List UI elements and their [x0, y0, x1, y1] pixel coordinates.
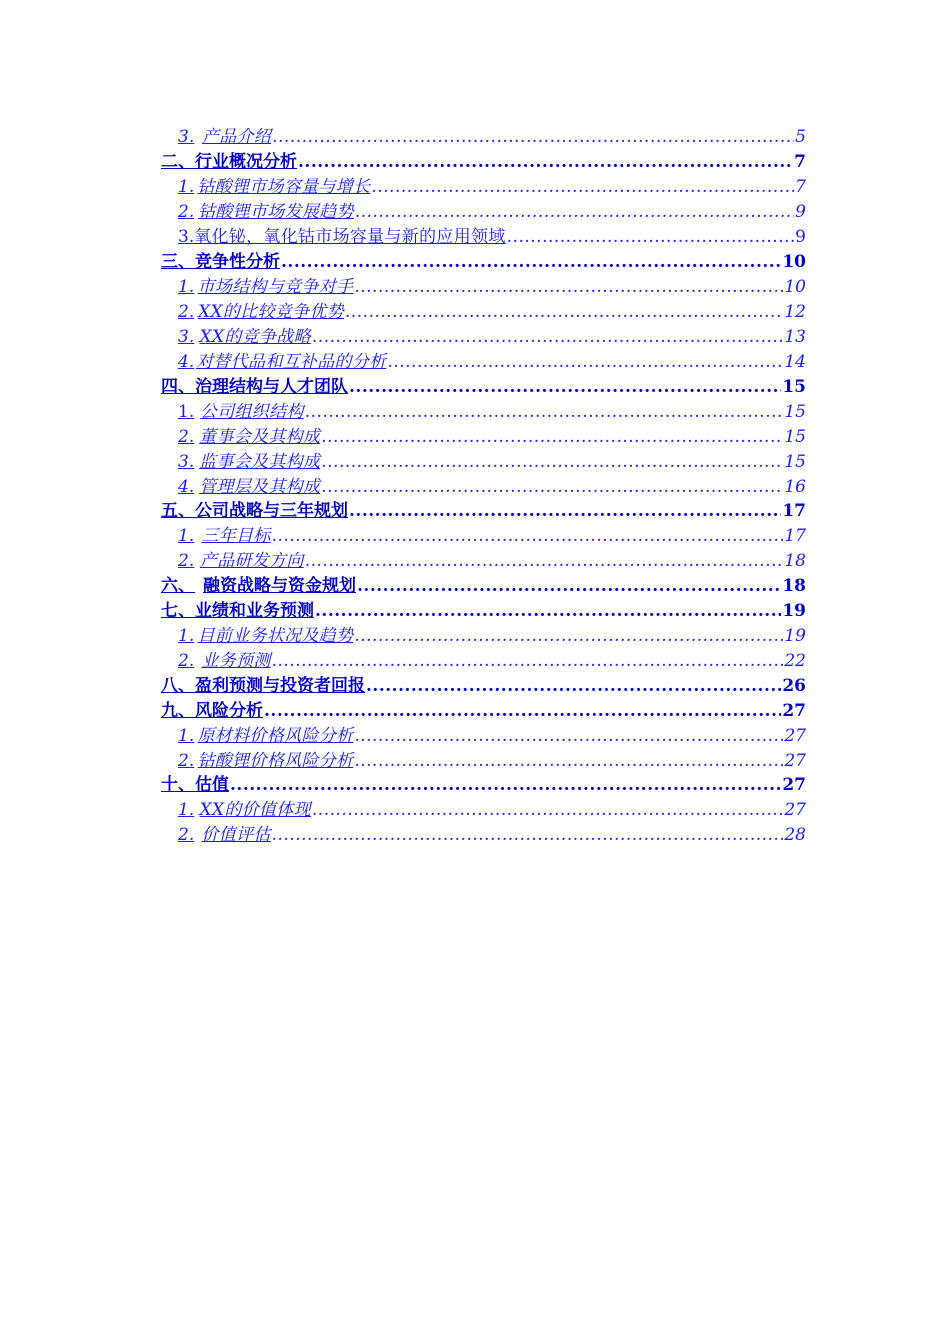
toc-entry-number: 2. [178, 825, 195, 845]
toc-entry-page: 19 [784, 626, 806, 646]
toc-entry-title: 三年目标 [201, 526, 271, 546]
toc-entry[interactable] [161, 376, 806, 398]
toc-entry-page: 18 [784, 551, 806, 571]
toc-entry-page: 16 [784, 477, 806, 497]
toc-entry[interactable] [161, 750, 806, 772]
toc-entry-number: 1. [178, 800, 195, 820]
toc-entry-number: 1. [178, 177, 195, 197]
toc-entry-title: 融资战略与资金规划 [203, 576, 356, 596]
toc-leader [349, 376, 781, 398]
toc-entry-page: 14 [784, 352, 806, 372]
toc-entry-title: 产品介绍 [201, 127, 272, 147]
toc-leader [305, 550, 784, 572]
toc-entry[interactable] [161, 650, 806, 672]
toc-entry-number: 4. [178, 477, 195, 497]
toc-leader [354, 625, 783, 647]
toc-entry-page: 5 [795, 127, 806, 147]
toc-entry[interactable] [161, 525, 806, 547]
toc-entry-number: 1. [178, 626, 195, 646]
toc-entry-title: 钴酸锂价格风险分析 [197, 751, 354, 771]
toc-entry-title: 业绩和业务预测 [195, 601, 314, 621]
toc-entry[interactable] [161, 351, 806, 373]
toc-entry-number: 2. [178, 751, 195, 771]
toc-entry-title: XX的比较竞争优势 [198, 302, 344, 322]
toc-leader [345, 301, 783, 323]
toc-leader [315, 600, 781, 622]
toc-entry-title: 市场结构与竞争对手 [197, 277, 354, 297]
toc-entry-number: 4. [178, 352, 195, 372]
toc-leader [272, 824, 784, 846]
toc-entry-page: 9 [795, 202, 806, 222]
toc-leader [272, 650, 784, 672]
toc-entry[interactable] [161, 126, 806, 148]
toc-entry-number: 2. [178, 551, 195, 571]
toc-entry-page: 28 [784, 825, 806, 845]
toc-entry-page: 27 [784, 751, 806, 771]
toc-entry-page: 22 [784, 651, 806, 671]
toc-entry[interactable] [161, 575, 806, 597]
toc-entry[interactable] [161, 476, 806, 498]
toc-leader [371, 176, 794, 198]
toc-entry[interactable] [161, 774, 806, 796]
toc-leader [298, 151, 793, 173]
toc-entry-number: 1. [178, 526, 195, 546]
toc-leader [354, 276, 783, 298]
toc-entry-title: 风险分析 [195, 701, 263, 721]
toc-entry[interactable] [161, 600, 806, 622]
toc-entry[interactable] [161, 226, 806, 248]
toc-entry-number: 五、 [161, 501, 195, 521]
toc-entry[interactable] [161, 799, 806, 821]
toc-entry-page: 12 [784, 302, 806, 322]
toc-entry-title: XX的价值体现 [199, 800, 311, 820]
toc-entry-number: 十、 [161, 775, 195, 795]
toc-entry[interactable] [161, 550, 806, 572]
toc-entry-number: 七、 [161, 601, 195, 621]
toc-entry-number: 九、 [161, 701, 195, 721]
toc-leader [321, 451, 783, 473]
toc-entry-number: 3. [178, 227, 195, 247]
toc-entry-title: 估值 [195, 775, 229, 795]
toc-leader [264, 700, 781, 722]
toc-leader [366, 675, 781, 697]
toc-entry-title: 目前业务状况及趋势 [197, 626, 354, 646]
toc-entry-title: 盈利预测与投资者回报 [195, 676, 365, 696]
toc-entry-page: 26 [782, 676, 806, 696]
toc-entry-number: 2. [178, 651, 195, 671]
toc-entry-page: 15 [784, 402, 806, 422]
toc-entry[interactable] [161, 675, 806, 697]
toc-entry-number: 八、 [161, 676, 195, 696]
toc-entry-title: 行业概况分析 [195, 152, 297, 172]
toc-entry[interactable] [161, 824, 806, 846]
toc-leader [349, 500, 781, 522]
toc-leader [357, 575, 781, 597]
toc-leader [507, 226, 795, 248]
toc-leader [312, 326, 783, 348]
toc-entry-title: 业务预测 [201, 651, 271, 671]
toc-entry-number: 六、 [161, 576, 195, 596]
toc-entry[interactable] [161, 500, 806, 522]
toc-entry-page: 17 [782, 501, 806, 521]
toc-entry-number: 二、 [161, 152, 195, 172]
toc-entry-number: 2. [178, 202, 195, 222]
toc-entry-number: 2. [178, 427, 195, 447]
toc-entry-page: 27 [782, 775, 806, 795]
toc-entry-title: 钴酸锂市场容量与增长 [197, 177, 371, 197]
toc-entry-title: 价值评估 [201, 825, 271, 845]
toc-entry-number: 1. [178, 402, 195, 422]
toc-leader [281, 251, 781, 273]
toc-leader [321, 476, 783, 498]
toc-entry-title: 管理层及其构成 [199, 477, 321, 497]
toc-entry-page: 7 [794, 152, 806, 172]
toc-entry-title: 公司组织结构 [199, 402, 304, 422]
toc-entry-title: 公司战略与三年规划 [195, 501, 348, 521]
toc-entry[interactable] [161, 700, 806, 722]
toc-entry-page: 27 [782, 701, 806, 721]
toc-entry-title: XX的竞争战略 [199, 327, 311, 347]
toc-entry-page: 13 [784, 327, 806, 347]
toc-entry-page: 15 [782, 377, 806, 397]
toc-entry-page: 18 [782, 576, 806, 596]
toc-entry-page: 19 [782, 601, 806, 621]
toc-entry[interactable] [161, 251, 806, 273]
toc-leader [272, 525, 784, 547]
toc-entry-page: 9 [795, 227, 806, 247]
toc-entry[interactable] [161, 451, 806, 473]
toc-entry-title: 竞争性分析 [195, 252, 280, 272]
toc-entry-number: 3. [178, 327, 195, 347]
toc-entry[interactable] [161, 176, 806, 198]
toc-entry[interactable] [161, 625, 806, 647]
toc-leader [354, 750, 783, 772]
toc-entry-number: 三、 [161, 252, 195, 272]
toc-entry-title: 氧化铋，氧化钴市场容量与新的应用领域 [194, 227, 506, 247]
toc-entry-page: 7 [795, 177, 806, 197]
toc-entry-title: 钴酸锂市场发展趋势 [198, 202, 354, 222]
toc-entry-title: 治理结构与人才团队 [195, 377, 348, 397]
toc-entry[interactable] [161, 725, 806, 747]
toc-entry-title: 董事会及其构成 [199, 427, 321, 447]
toc-entry[interactable] [161, 301, 806, 323]
toc-entry[interactable] [161, 201, 806, 223]
toc-entry-number: 1. [178, 726, 195, 746]
toc-entry-page: 10 [782, 252, 806, 272]
toc-entry-number: 3. [178, 127, 195, 147]
toc-entry-number: 2. [178, 302, 195, 322]
toc-entry-number: 四、 [161, 377, 195, 397]
toc-leader [354, 725, 783, 747]
toc-leader [312, 799, 783, 821]
toc-entry-page: 10 [784, 277, 806, 297]
toc-leader [321, 426, 783, 448]
toc-leader [230, 774, 781, 796]
toc-entry-page: 17 [784, 526, 806, 546]
toc-entry-number: 1. [178, 277, 195, 297]
toc-entry-number: 3. [178, 452, 195, 472]
toc-entry[interactable] [161, 151, 806, 173]
toc-entry-title: 对替代品和互补品的分析 [196, 352, 387, 372]
toc-entry[interactable] [161, 276, 806, 298]
toc-entry[interactable] [161, 326, 806, 348]
toc-entry-page: 27 [784, 726, 806, 746]
toc-entry-title: 产品研发方向 [199, 551, 304, 571]
toc-entry[interactable] [161, 401, 806, 423]
toc-leader [272, 126, 794, 148]
toc-entry[interactable] [161, 426, 806, 448]
toc-entry-page: 15 [784, 427, 806, 447]
toc-leader [305, 401, 784, 423]
toc-entry-title: 原材料价格风险分析 [197, 726, 354, 746]
toc-entry-page: 15 [784, 452, 806, 472]
toc-entry-page: 27 [784, 800, 806, 820]
toc-entry-title: 监事会及其构成 [199, 452, 321, 472]
toc-leader [387, 351, 783, 373]
toc-leader [355, 201, 794, 223]
